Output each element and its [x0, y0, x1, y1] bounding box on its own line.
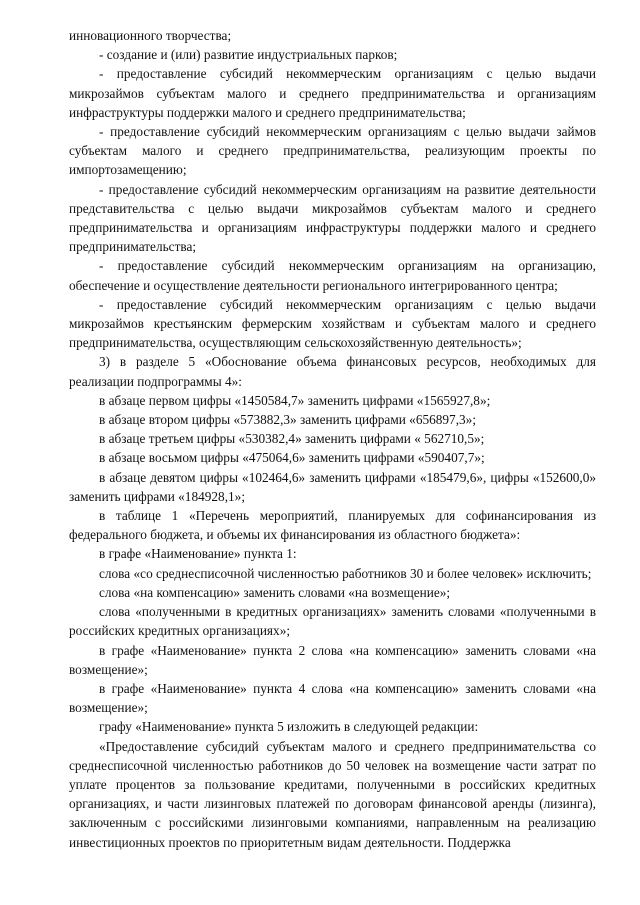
paragraph: - создание и (или) развитие индустриальных парков;	[99, 47, 398, 63]
paragraph: - предоставление субсидий некоммерческим организациям с целью выдачи микрозаймов субъектам малого и среднего предпринимательства и организациям инфраструктуры поддержки малого и среднего предпринимательства;	[69, 66, 596, 120]
paragraph: в абзаце восьмом цифры «475064,6» заменить цифрами «590407,7»;	[99, 450, 485, 466]
paragraph: в графе «Наименование» пункта 2 слова «на компенсацию» заменить словами «на возмещение»;	[69, 642, 596, 677]
paragraph: слова «на компенсацию» заменить словами «на возмещение»;	[99, 584, 451, 600]
paragraph: слова «полученными в кредитных организациях» заменить словами «полученными в российских кредитных организациях»;	[69, 604, 596, 639]
paragraph: «Предоставление субсидий субъектам малого и среднего предпринимательства со среднесписочной численностью работников до 50 человек на возмещение части затрат по уплате процентов за пользование кредитами, полученными в российских кредитных организациях, и части лизинговых платежей по договорам финансовой аренды (лизинга), заключенным с российскими лизинговыми компаниями, направленным на реализацию инвестиционных проектов по приоритетным видам деятельности. Поддержка	[69, 738, 596, 850]
paragraph: - предоставление субсидий некоммерческим организациям с целью выдачи займов субъектам малого и среднего предпринимательства, реализующим проекты по импортозамещению;	[69, 124, 596, 178]
paragraph: инновационного творчества;	[69, 28, 232, 43]
paragraph: в таблице 1 «Перечень мероприятий, планируемых для софинансирования из федерального бюджета, и объемы их финансирования из областного бюджета»:	[69, 508, 596, 543]
paragraph: - предоставление субсидий некоммерческим организациям с целью выдачи микрозаймов крестьянским фермерским хозяйствам и субъектам малого и среднего предпринимательства, осуществляющим сельскохозяйственную деятельность»;	[69, 296, 596, 351]
paragraph: - предоставление субсидий некоммерческим организациям на организацию, обеспечение и осуществление деятельности регионального интегрированного центра;	[69, 258, 596, 293]
paragraph: в графе «Наименование» пункта 4 слова «на компенсацию» заменить словами «на возмещение»;	[69, 680, 596, 716]
paragraph: 3) в разделе 5 «Обоснование объема финансовых ресурсов, необходимых для реализации подпрограммы 4»:	[69, 354, 596, 389]
paragraph: в абзаце втором цифры «573882,3» заменить цифрами «656897,3»;	[99, 412, 477, 428]
paragraph: графу «Наименование» пункта 5 изложить в следующей редакции:	[99, 719, 479, 735]
paragraph: слова «со среднесписочной численностью работников 30 и более человек» исключить;	[99, 565, 592, 581]
paragraph: - предоставление субсидий некоммерческим организациям на развитие деятельности представительства с целью выдачи микрозаймов субъектам малого и среднего предпринимательства и организациям инфраструктуры поддержки малого и среднего предпринимательства;	[69, 181, 596, 255]
paragraph: в абзаце девятом цифры «102464,6» заменить цифрами «185479,6», цифры «152600,0» заменить цифрами «184928,1»;	[69, 469, 596, 504]
paragraph: в абзаце первом цифры «1450584,7» заменить цифрами «1565927,8»;	[99, 392, 491, 408]
paragraph: в абзаце третьем цифры «530382,4» заменить цифрами « 562710,5»;	[99, 431, 485, 447]
paragraph: в графе «Наименование» пункта 1:	[99, 546, 297, 562]
